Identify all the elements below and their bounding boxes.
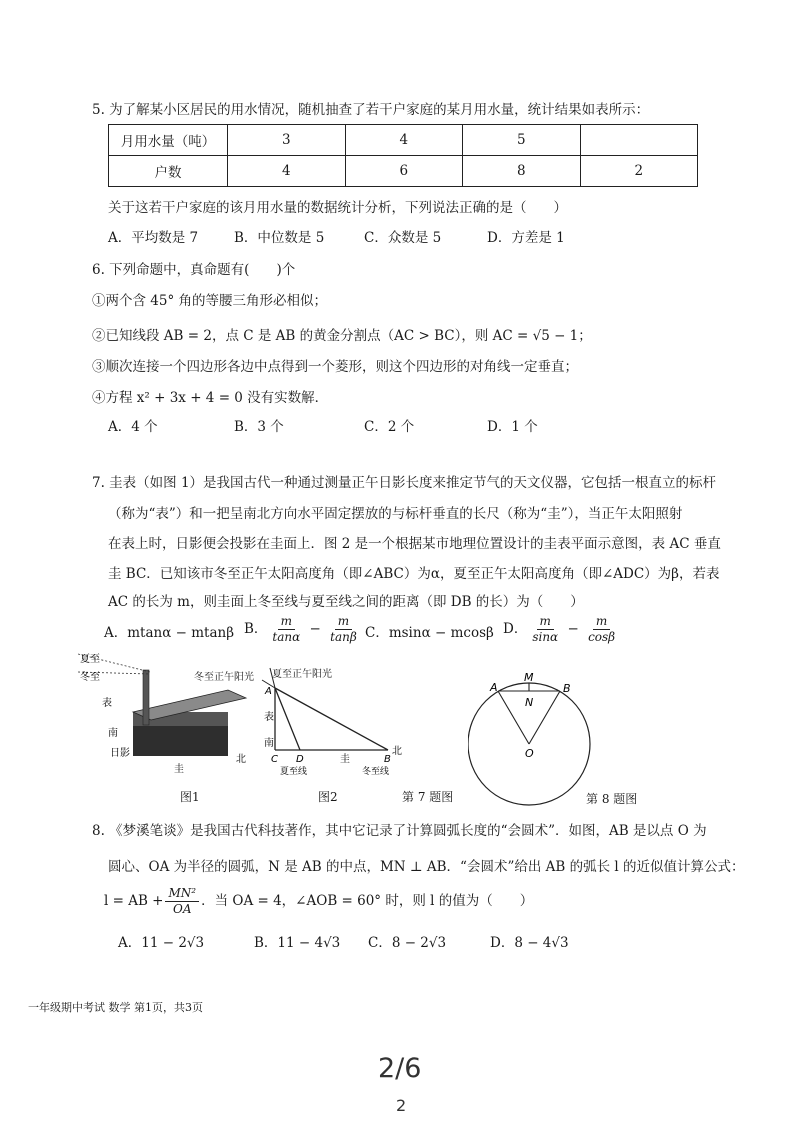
q5-question: 关于这若干户家庭的该月用水量的数据统计分析，下列说法正确的是（ ） <box>108 200 567 216</box>
q6-stem: 6. 下列命题中，真命题有( )个 <box>92 262 296 278</box>
fraction-numerator: m <box>537 614 554 630</box>
exam-footer: 一年级期中考试 数学 第1页，共3页 <box>28 1001 203 1014</box>
q7-option-c: C．msinα − mcosβ <box>365 625 494 641</box>
formula-fraction <box>165 886 199 917</box>
point-d-label: D <box>296 754 304 765</box>
table-cell <box>580 125 698 156</box>
point-b-label: B <box>384 754 391 765</box>
biao-pole <box>143 670 149 725</box>
q5-option-d: D．方差是 1 <box>487 230 565 246</box>
q8-option-c: C．8 − 2√3 <box>368 935 447 951</box>
fraction-numerator: m <box>278 614 295 630</box>
q7-line-3: 在表上时，日影便会投影在圭面上．图 2 是一个根据某市地理位置设计的圭表平面示意图，表 AC 垂直 <box>108 536 721 552</box>
figure-2-caption: 图2 <box>318 790 338 804</box>
table-row <box>109 125 698 156</box>
table-cell: 8 <box>463 156 581 187</box>
fig2-label-summer-light: 夏至正午阳光 <box>272 669 332 680</box>
point-b-label: B <box>563 682 571 695</box>
q7-line-1: 7. 圭表（如图 1）是我国古代一种通过测量正午日影长度来推定节气的天文仪器，它包括一根直立的标杆 <box>92 475 717 491</box>
fig2-label-biao: 表 <box>264 712 274 723</box>
q8-option-b: B．11 − 4√3 <box>254 935 341 951</box>
fraction <box>269 614 303 645</box>
q8-line-1: 8. 《梦溪笔谈》是我国古代科技著作，其中它记录了计算圆弧长度的“会圆术”．如图，AB 是以点 O 为 <box>92 823 707 839</box>
q7-option-a: A．mtanα − mtanβ <box>104 625 235 641</box>
table-header-cell: 月用水量（吨） <box>109 125 228 156</box>
line-ab <box>275 688 388 750</box>
fraction-numerator: m <box>335 614 352 630</box>
page-indicator: 2/6 <box>378 1053 422 1084</box>
table-cell: 6 <box>345 156 463 187</box>
table-cell: 2 <box>580 156 698 187</box>
q6-option-d: D．1 个 <box>487 419 538 435</box>
fig1-label-shadow: 日影 <box>110 748 130 759</box>
fig2-label-winter-line: 冬至线 <box>362 767 390 777</box>
fraction-denominator: tanβ <box>330 630 357 644</box>
fig2-label-summer-line: 夏至线 <box>280 767 308 777</box>
q5-option-b: B．中位数是 5 <box>234 230 325 246</box>
q6-item-4: ④方程 x² + 3x + 4 = 0 没有实数解． <box>92 390 329 406</box>
q7-line-2: （称为“表”）和一把呈南北方向水平固定摆放的与标杆垂直的长尺（称为“圭”），当正午太阳照射 <box>108 506 683 522</box>
q8-formula-line <box>104 884 533 918</box>
table-header-cell: 户数 <box>109 156 228 187</box>
fraction <box>585 614 618 645</box>
point-n-label: N <box>525 696 534 709</box>
table-cell: 4 <box>228 156 346 187</box>
fig2-label-gui: 圭 <box>340 754 350 765</box>
q7-line-5: AC 的长为 m，则圭面上冬至线与夏至线之间的距离（即 DB 的长）为（ ） <box>108 594 584 610</box>
fraction <box>327 614 360 645</box>
point-a-label: A <box>265 686 272 697</box>
fig1-label-summer: 夏至 <box>80 654 100 665</box>
figure-8-caption: 第 8 题图 <box>586 792 638 806</box>
q5-stem: 5. 为了解某小区居民的用水情况，随机抽查了若干户家庭的某月用水量，统计结果如表所示： <box>92 102 650 118</box>
figure-1-caption: 图1 <box>180 790 200 804</box>
formula-prefix: l = AB + <box>104 893 164 909</box>
q6-item-2: ②已知线段 AB = 2，点 C 是 AB 的黄金分割点（AC > BC），则 AC = √5 − 1； <box>92 328 592 344</box>
q6-item-1: ①两个含 45° 角的等腰三角形必相似； <box>92 293 328 309</box>
figure-8-circle <box>468 660 618 810</box>
fig1-label-winter: 冬至 <box>80 672 100 683</box>
q7-option-d: D． $\frac{m}{\sin\alpha}$ − $\frac{m}{\cos\beta}$ <box>503 614 620 645</box>
table-cell: 5 <box>463 125 581 156</box>
fig1-label-north: 北 <box>236 754 246 765</box>
q7-line-4: 圭 BC．已知该市冬至正午太阳高度角（即∠ABC）为α，夏至正午太阳高度角（即∠ADC）为β，若表 <box>108 566 720 582</box>
fraction-denominator: sinα <box>532 630 559 644</box>
q7-option-d-prefix: D． <box>503 621 528 637</box>
fraction-denominator: OA <box>173 902 192 916</box>
q8-line-2: 圆心、OA 为半径的圆弧，N 是 AB 的中点，MN ⊥ AB．“会圆术”给出 AB 的弧长 l 的近似值计算公式： <box>108 859 745 875</box>
q5-option-a: A．平均数是 7 <box>108 230 199 246</box>
gui-pedestal <box>133 726 228 756</box>
formula-suffix: ．当 OA = 4，∠AOB = 60° 时，则 l 的值为（ ） <box>201 893 534 909</box>
q8-option-a: A．11 − 2√3 <box>118 935 205 951</box>
fraction-denominator: tanα <box>272 630 301 644</box>
q6-option-a: A．4 个 <box>108 419 158 435</box>
page-number: 2 <box>396 1096 407 1115</box>
fraction-numerator: m <box>593 614 610 630</box>
q6-item-3: ③顺次连接一个四边形各边中点得到一个菱形，则这个四边形的对角线一定垂直； <box>92 359 578 375</box>
fraction <box>529 614 561 645</box>
water-usage-table <box>108 124 698 187</box>
q6-option-c: C．2 个 <box>364 419 415 435</box>
line-ad <box>275 688 300 750</box>
q8-option-d: D．8 − 4√3 <box>490 935 569 951</box>
fig1-label-gui: 圭 <box>174 764 184 775</box>
q7-option-b-prefix: B． <box>244 621 268 637</box>
q5-option-c: C．众数是 5 <box>364 230 442 246</box>
table-row <box>109 156 698 187</box>
point-m-label: M <box>524 671 534 684</box>
q7-option-b: B． $\frac{m}{\tan\alpha}$ − $\frac{m}{\tan\beta}$ <box>244 614 362 645</box>
table-cell: 3 <box>228 125 346 156</box>
fig1-label-biao: 表 <box>102 698 112 709</box>
fig2-label-winter-light: 冬至正午阳光 <box>194 672 254 683</box>
point-a-label: A <box>490 681 498 694</box>
fraction-numerator: MN² <box>165 886 199 902</box>
fig2-label-north: 北 <box>392 746 402 757</box>
point-c-label: C <box>271 754 278 765</box>
radius-ob <box>529 691 560 744</box>
table-cell: 4 <box>345 125 463 156</box>
fraction-denominator: cosβ <box>588 630 616 644</box>
fig2-label-south: 南 <box>264 738 274 749</box>
fig1-label-south: 南 <box>108 728 118 739</box>
point-o-label: O <box>525 747 534 760</box>
q6-option-b: B．3 个 <box>234 419 284 435</box>
figure-7-caption: 第 7 题图 <box>402 790 454 804</box>
